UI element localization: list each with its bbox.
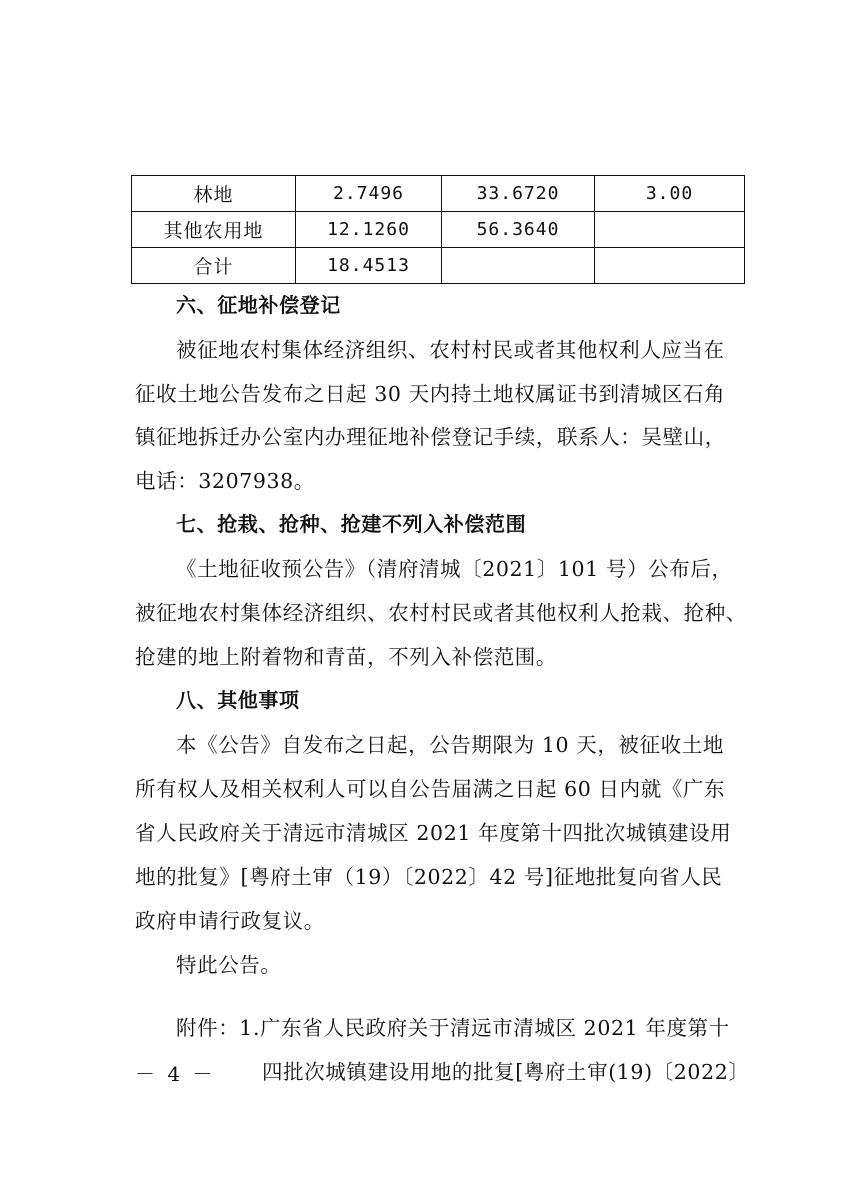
paragraph-line: 被征地农村集体经济组织、农村村民或者其他权利人应当在 [176,338,725,362]
paragraph-line: 地的批复》[粤府土审（19）〔2022〕42 号]征地批复向省人民 [135,865,723,889]
paragraph-line: 所有权人及相关权利人可以自公告届满之日起 60 日内就《广东 [135,777,726,801]
section-heading: 八、其他事项 [176,688,300,712]
paragraph-line: 本《公告》自发布之日起，公告期限为 10 天，被征收土地 [176,733,724,757]
paragraph-line: 电话：3207938。 [135,469,315,493]
table-cell: 其他农用地 [132,212,296,248]
table-cell [442,248,595,284]
table-cell: 18.4513 [296,248,442,284]
paragraph-line: 政府申请行政复议。 [135,909,325,933]
paragraph-line: 抢建的地上附着物和青苗，不列入补偿范围。 [135,645,557,669]
table-cell: 12.1260 [296,212,442,248]
table-row [132,176,745,212]
table-row [132,212,745,248]
attachment-line: 附件：1.广东省人民政府关于清远市清城区 2021 年度第十 [176,1016,730,1040]
land-area-table [131,175,745,284]
paragraph-line: 省人民政府关于清远市清城区 2021 年度第十四批次城镇建设用 [135,821,732,845]
section-heading: 六、征地补偿登记 [176,293,341,317]
table-row [132,248,745,284]
table-cell: 3.00 [595,176,745,212]
paragraph-line: 被征地农村集体经济组织、农村村民或者其他权利人抢栽、抢种、 [135,601,747,625]
paragraph-line: 征收土地公告发布之日起 30 天内持土地权属证书到清城区石角 [135,382,726,406]
paragraph-line: 镇征地拆迁办公室内办理征地补偿登记手续，联系人：吴壁山， [135,425,726,449]
page-number: － 4 － [135,1062,216,1086]
table-cell: 2.7496 [296,176,442,212]
table-cell [595,248,745,284]
table-cell: 林地 [132,176,296,212]
closing-text: 特此公告。 [176,953,282,977]
paragraph-line: 《土地征收预公告》（清府清城〔2021〕101 号）公布后， [176,557,733,581]
table-cell [595,212,745,248]
section-heading: 七、抢栽、抢种、抢建不列入补偿范围 [176,512,527,536]
table-cell: 33.6720 [442,176,595,212]
table-cell: 合计 [132,248,296,284]
table-cell: 56.3640 [442,212,595,248]
attachment-line: 四批次城镇建设用地的批复[粤府土审(19)〔2022〕 [262,1060,750,1084]
